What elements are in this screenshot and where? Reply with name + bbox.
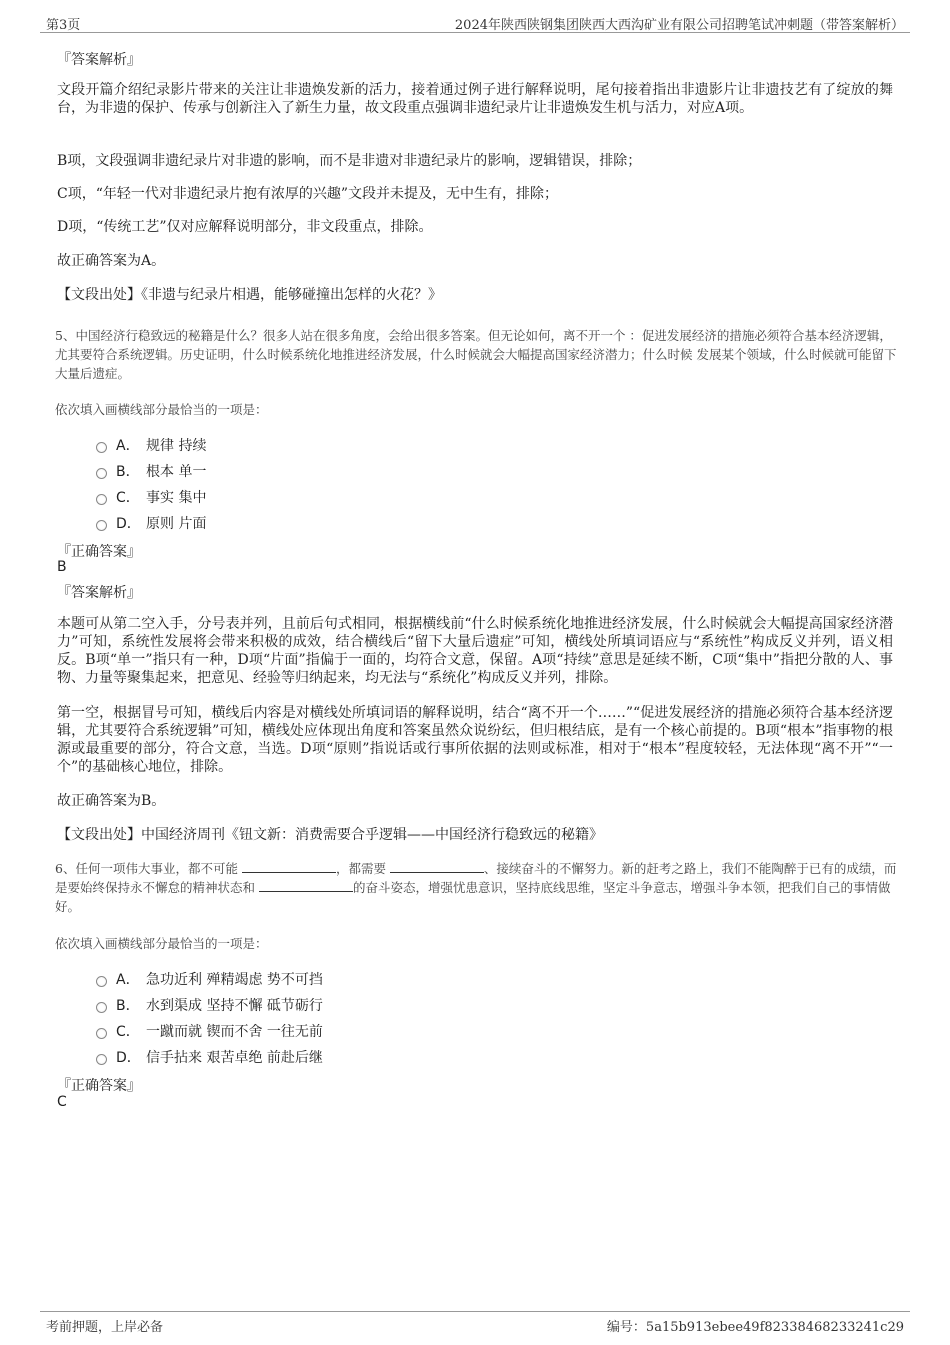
- footer-divider: [40, 1311, 910, 1312]
- fill-blank: [259, 879, 353, 892]
- analysis-label: 『答案解析』: [57, 585, 141, 601]
- radio-button-icon[interactable]: [96, 1002, 107, 1013]
- q5-question-text: 5、中国经济行稳致远的秘籍是什么？很多人站在很多角度，会给出很多答案。但无论如何，离不开一个 ：促进发展经济的措施必须符合基本经济逻辑，尤其要符合系统逻辑。历史证明，什么时候系统化地推进经济发展，什么时候就会大幅提高国家经济潜力；什么时候 发展某个领域，什么时候就可能留下大量后遗症。: [55, 328, 897, 381]
- radio-button-icon[interactable]: [96, 494, 107, 505]
- option-letter: D．: [116, 1050, 141, 1066]
- q5-analysis-paragraph-1: 本题可从第二空入手，分号表并列，且前后句式相同，根据横线前“什么时候系统化地推进经济发展，什么时候就会大幅提高国家经济潜力”可知，系统性发展将会带来积极的成效，结合横线后“留下大量后遗症”可知，横线处所填词语应与“系统性”构成反义并列，语义相反。B项“单一”指只有一种，D项“片面”指偏于一面的，均符合文意，保留。A项“持续”意思是延续不断，C项“集中”指把分散的人、事物、力量等聚集起来，把意见、经验等归纳起来，均无法与“系统化”构成反义并列，排除。: [57, 616, 893, 686]
- radio-button-icon[interactable]: [96, 442, 107, 453]
- footer-slogan: 考前押题，上岸必备: [46, 1320, 164, 1335]
- option-letter: D．: [116, 516, 141, 532]
- q6-question-text: [55, 859, 897, 916]
- q6-option-b[interactable]: [96, 994, 323, 1016]
- option-letter: B．: [116, 464, 140, 480]
- page-number: 第3页: [46, 18, 81, 33]
- option-text: 信手拈来 艰苦卓绝 前赴后继: [146, 1050, 323, 1066]
- document-title: 2024年陕西陕钢集团陕西大西沟矿业有限公司招聘笔试冲刺题（带答案解析）: [454, 18, 904, 33]
- q6-correct-answer: C: [57, 1094, 67, 1110]
- q6-option-a[interactable]: [96, 968, 323, 990]
- q5-source: 【文段出处】中国经济周刊《钮文新：消费需要合乎逻辑——中国经济行稳致远的秘籍》: [57, 827, 603, 843]
- option-letter: A．: [116, 438, 140, 454]
- q5-option-c[interactable]: [96, 486, 206, 508]
- option-text: 急功近利 殚精竭虑 势不可挡: [146, 972, 323, 988]
- option-letter: A．: [116, 972, 140, 988]
- option-letter: B．: [116, 998, 140, 1014]
- correct-answer-label: 『正确答案』: [57, 544, 141, 560]
- q6-option-c[interactable]: [96, 1020, 323, 1042]
- q4-analysis-option-b: B项，文段强调非遗纪录片对非遗的影响，而不是非遗对非遗纪录片的影响，逻辑错误，排除；: [57, 153, 642, 169]
- correct-answer-label: 『正确答案』: [57, 1078, 141, 1094]
- q5-prompt: 依次填入画横线部分最恰当的一项是：: [55, 402, 268, 417]
- q6-prompt: 依次填入画横线部分最恰当的一项是：: [55, 936, 268, 951]
- option-text: 原则 片面: [146, 516, 207, 532]
- radio-button-icon[interactable]: [96, 1028, 107, 1039]
- q4-analysis-option-d: D项，“传统工艺”仅对应解释说明部分，非文段重点，排除。: [57, 219, 433, 235]
- q4-source: 【文段出处】《非遗与纪录片相遇，能够碰撞出怎样的火花？》: [57, 287, 442, 303]
- option-text: 水到渠成 坚持不懈 砥节砺行: [146, 998, 323, 1014]
- q4-conclusion: 故正确答案为A。: [57, 253, 166, 269]
- q5-option-a[interactable]: [96, 434, 206, 456]
- option-text: 事实 集中: [146, 490, 207, 506]
- radio-button-icon[interactable]: [96, 468, 107, 479]
- q6-text-part: 6、任何一项伟大事业，都不可能: [55, 861, 242, 876]
- option-letter: C．: [116, 1024, 140, 1040]
- header-divider: [40, 32, 910, 33]
- fill-blank: [390, 860, 484, 873]
- radio-button-icon[interactable]: [96, 976, 107, 987]
- fill-blank: [242, 860, 336, 873]
- option-text: 规律 持续: [146, 438, 207, 454]
- document-code: 编号：5a15b913ebee49f82338468233241c29: [606, 1320, 904, 1335]
- q6-text-part: 、接续奋斗的不懈努力。新的赶考之路上，我们不能陶醉于已有的成绩，而是要始终保持永不懈怠的精神状态和: [55, 861, 897, 895]
- q6-text-part: ，都需要: [335, 861, 390, 876]
- q5-option-d[interactable]: [96, 512, 206, 534]
- q4-analysis-paragraph: 文段开篇介绍纪录影片带来的关注让非遗焕发新的活力，接着通过例子进行解释说明，尾句接着指出非遗影片让非遗技艺有了绽放的舞台，为非遗的保护、传承与创新注入了新生力量，故文段重点强调非遗纪录片让非遗焕发生机与活力，对应A项。: [57, 82, 893, 116]
- q6-option-d[interactable]: [96, 1046, 323, 1068]
- option-text: 一蹴而就 锲而不舍 一往无前: [146, 1024, 323, 1040]
- option-text: 根本 单一: [146, 464, 207, 480]
- q4-analysis-option-c: C项，“年轻一代对非遗纪录片抱有浓厚的兴趣”文段并未提及，无中生有，排除；: [57, 186, 559, 202]
- q5-conclusion: 故正确答案为B。: [57, 793, 166, 809]
- analysis-label: 『答案解析』: [57, 52, 141, 68]
- radio-button-icon[interactable]: [96, 1054, 107, 1065]
- q5-correct-answer: B: [57, 559, 67, 575]
- radio-button-icon[interactable]: [96, 520, 107, 531]
- q6-text-part: 的奋斗姿态，增强忧患意识，坚持底线思维，坚定斗争意志，增强斗争本领，把我们自己的事情做好。: [55, 880, 891, 914]
- option-letter: C．: [116, 490, 140, 506]
- q5-option-b[interactable]: [96, 460, 206, 482]
- q5-analysis-paragraph-2: 第一空，根据冒号可知，横线后内容是对横线处所填词语的解释说明，结合“离不开一个……”“促进发展经济的措施必须符合基本经济逻辑，尤其要符合系统逻辑”可知，横线处应体现出角度和答案虽然众说纷纭，但归根结底，是有一个核心前提的。B项“根本”指事物的根源或最重要的部分，符合文意，当选。D项“原则”指说话或行事所依据的法则或标准，相对于“根本”程度较轻，无法体现“离不开”“一个”的基础核心地位，排除。: [57, 705, 893, 775]
